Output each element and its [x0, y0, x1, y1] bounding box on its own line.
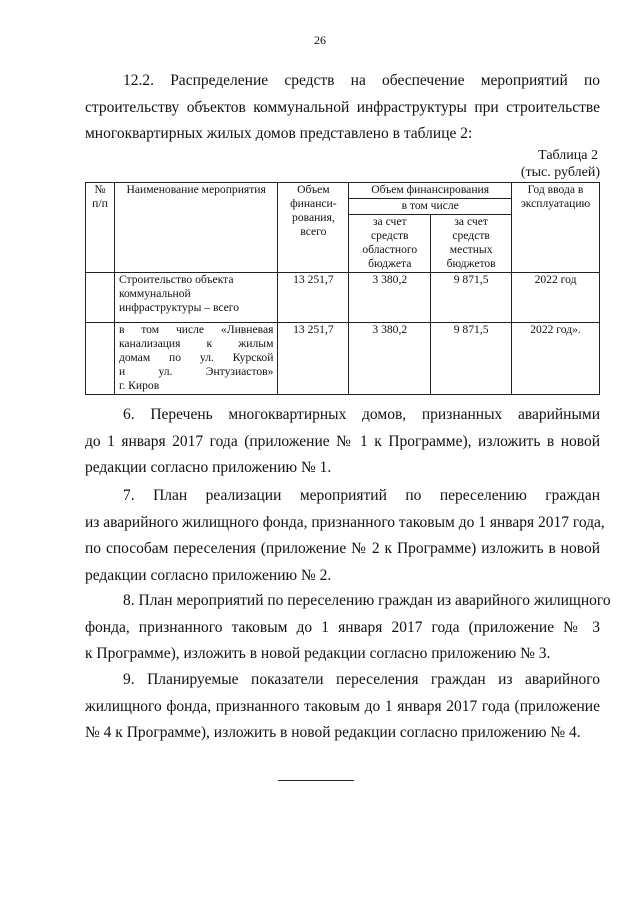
row1-name: Строительство объекта коммунальной инфраструктуры – всего	[114, 273, 278, 323]
header-financing: Объем финансирования	[349, 183, 512, 199]
p6-line-1: 6. Перечень многоквартирных домов, признанных аварийными	[123, 406, 600, 423]
header-num: № п/п	[86, 183, 115, 273]
table-units: (тыс. рублей)	[520, 165, 600, 180]
row2-name-line-5: г. Киров	[118, 379, 160, 392]
header-year: Год ввода в эксплуатацию	[512, 183, 600, 273]
p9-line-1: 9. Планируемые показатели переселения граждан из аварийного	[123, 671, 600, 688]
paragraph-9	[85, 667, 600, 747]
header-name: Наименование мероприятия	[114, 183, 278, 273]
row2-name-line-4: и ул. Энтузиастов»	[118, 365, 274, 378]
header-regional: за счет средств областного бюджета	[349, 215, 431, 273]
row2-num	[86, 323, 115, 395]
p9-line-2: жилищного фонда, признанного таковым до 1 января 2017 года (приложение	[85, 697, 600, 715]
row1-local: 9 871,5	[431, 273, 512, 323]
table-row	[86, 323, 600, 395]
row2-name-line-1: в том числе «Ливневая	[118, 323, 274, 336]
separator-line	[278, 780, 354, 781]
row2-name-line-2: канализация к жилым	[118, 337, 274, 350]
p8-line-3: к Программе), изложить в новой редакции согласно приложению № 3.	[85, 645, 551, 662]
intro-paragraph	[85, 68, 600, 148]
p7-line-1: 7. План реализации мероприятий по переселению граждан	[123, 487, 600, 504]
row1-regional: 3 380,2	[349, 273, 431, 323]
intro-line-1: 12.2. Распределение средств на обеспечение мероприятий по	[123, 72, 600, 89]
p7-line-2: из аварийного жилищного фонда, признанного таковым до 1 января 2017 года,	[85, 513, 605, 531]
table-caption: Таблица 2	[538, 148, 598, 163]
financing-table	[85, 182, 600, 395]
intro-line-3: многоквартирных жилых домов представлено в таблице 2:	[85, 125, 473, 142]
p6-line-2: до 1 января 2017 года (приложение № 1 к Программе), изложить в новой	[85, 432, 600, 450]
row2-local: 9 871,5	[431, 323, 512, 395]
row1-num	[86, 273, 115, 323]
p7-line-3: по способам переселения (приложение № 2 к Программе) изложить в новой	[85, 540, 600, 557]
row1-total: 13 251,7	[278, 273, 349, 323]
row1-year: 2022 год	[512, 273, 600, 323]
header-including: в том числе	[349, 199, 512, 215]
header-local: за счет средств местных бюджетов	[431, 215, 512, 273]
row2-name-line-3: домам по ул. Курской	[118, 351, 274, 364]
row2-total: 13 251,7	[278, 323, 349, 395]
p8-line-2: фонда, признанного таковым до 1 января 2017 года (приложение № 3	[85, 618, 600, 636]
row2-name	[114, 323, 278, 395]
p8-line-1: 8. План мероприятий по переселению граждан из аварийного жилищного	[123, 592, 611, 609]
p9-line-3: № 4 к Программе), изложить в новой редакции согласно приложению № 4.	[85, 724, 581, 741]
p6-line-3: редакции согласно приложению № 1.	[85, 459, 332, 476]
header-total: Объем финанси-рования, всего	[278, 183, 349, 273]
row2-regional: 3 380,2	[349, 323, 431, 395]
intro-line-2: строительству объектов коммунальной инфраструктуры при строительстве	[85, 98, 600, 116]
page-number: 26	[314, 33, 326, 47]
p7-line-4: редакции согласно приложению № 2.	[85, 566, 332, 584]
row2-year: 2022 год».	[512, 323, 600, 395]
paragraph-8	[85, 588, 611, 668]
table-row	[86, 273, 600, 323]
paragraph-7	[85, 483, 605, 589]
paragraph-6	[85, 402, 600, 482]
